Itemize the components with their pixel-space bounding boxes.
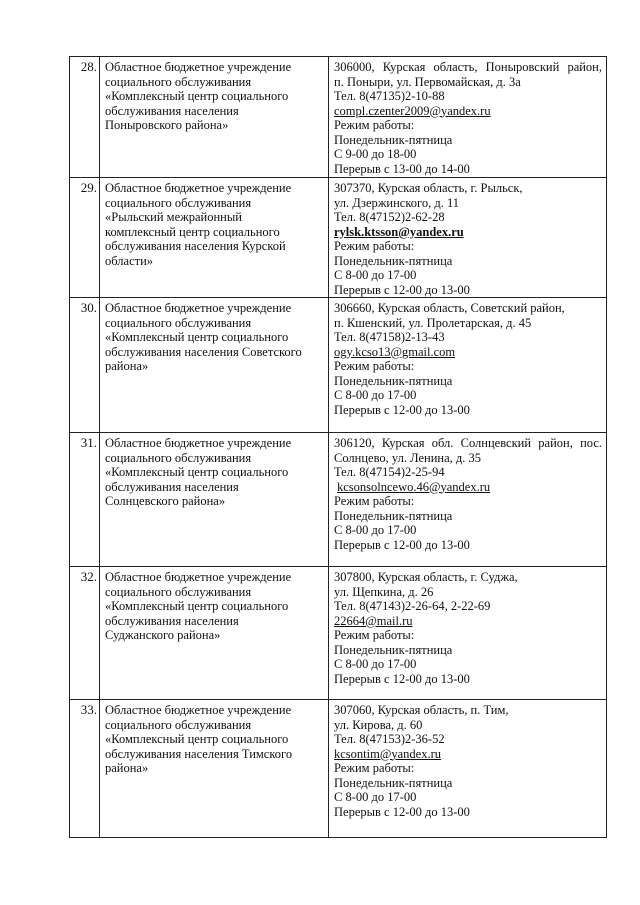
org-line: социального обслуживания bbox=[105, 315, 252, 330]
phone: Тел. 8(47143)2-26-64, 2-22-69 bbox=[334, 599, 491, 613]
org-line: района» bbox=[105, 761, 149, 775]
org-line: Областное бюджетное учреждение bbox=[105, 301, 292, 315]
org-line: обслуживания населения bbox=[105, 479, 239, 494]
organization-name bbox=[100, 298, 329, 433]
break-time: Перерыв с 12-00 до 13-00 bbox=[334, 671, 470, 686]
break-time: Перерыв с 12-00 до 13-00 bbox=[334, 282, 470, 297]
work-mode-label: Режим работы: bbox=[334, 359, 415, 373]
address-line: ул. Кирова, д. 60 bbox=[334, 717, 423, 732]
email-link[interactable]: kcsontim@yandex.ru bbox=[334, 746, 441, 761]
contact-info bbox=[329, 178, 607, 298]
org-line: «Комплексный центр социального bbox=[105, 599, 289, 613]
address-line: п. Поныри, ул. Первомайская, д. 3а bbox=[334, 74, 521, 89]
address-line: 307370, Курская область, г. Рыльск, bbox=[334, 181, 523, 195]
org-line: Областное бюджетное учреждение bbox=[105, 703, 292, 717]
org-line: района» bbox=[105, 359, 149, 373]
work-days: Понедельник-пятница bbox=[334, 642, 453, 657]
org-line: «Комплексный центр социального bbox=[105, 732, 289, 746]
work-mode-label: Режим работы: bbox=[334, 239, 415, 253]
organization-name bbox=[100, 178, 329, 298]
table-row bbox=[70, 433, 607, 567]
contact-info bbox=[329, 433, 607, 567]
row-number: 29. bbox=[70, 178, 100, 298]
work-days: Понедельник-пятница bbox=[334, 132, 453, 147]
org-line: социального обслуживания bbox=[105, 74, 252, 89]
address-line: 307060, Курская область, п. Тим, bbox=[334, 703, 509, 717]
contact-info bbox=[329, 298, 607, 433]
address-line: Солнцево, ул. Ленина, д. 35 bbox=[334, 450, 482, 465]
contact-info bbox=[329, 57, 607, 178]
work-mode-label: Режим работы: bbox=[334, 118, 415, 132]
break-time: Перерыв с 12-00 до 13-00 bbox=[334, 402, 470, 417]
org-line: Областное бюджетное учреждение bbox=[105, 60, 292, 74]
work-hours: С 8-00 до 17-00 bbox=[334, 268, 417, 282]
work-hours: С 8-00 до 17-00 bbox=[334, 790, 417, 804]
work-mode-label: Режим работы: bbox=[334, 761, 415, 775]
phone: Тел. 8(47158)2-13-43 bbox=[334, 330, 445, 344]
org-line: Поныровского района» bbox=[105, 118, 229, 132]
org-line: обслуживания населения bbox=[105, 613, 239, 628]
row-number: 32. bbox=[70, 567, 100, 700]
address-line: 307800, Курская область, г. Суджа, bbox=[334, 570, 518, 584]
org-line: обслуживания населения Курской bbox=[105, 239, 286, 253]
institutions-table bbox=[69, 56, 607, 838]
work-mode-label: Режим работы: bbox=[334, 494, 415, 508]
org-line: Солнцевского района» bbox=[105, 494, 226, 508]
org-line: области» bbox=[105, 253, 154, 268]
address-line: 306660, Курская область, Советский район, bbox=[334, 301, 565, 315]
email-link[interactable]: 22664@mail.ru bbox=[334, 613, 413, 628]
organization-name bbox=[100, 433, 329, 567]
work-hours: С 8-00 до 17-00 bbox=[334, 523, 417, 537]
address-line: 306120, Курская обл. Солнцевский район, пос. bbox=[334, 436, 602, 450]
work-days: Понедельник-пятница bbox=[334, 373, 453, 388]
address-line: п. Кшенский, ул. Пролетарская, д. 45 bbox=[334, 315, 532, 330]
org-line: Суджанского района» bbox=[105, 628, 221, 642]
org-line: обслуживания населения bbox=[105, 103, 239, 118]
phone: Тел. 8(47135)2-10-88 bbox=[334, 89, 445, 103]
work-days: Понедельник-пятница bbox=[334, 508, 453, 523]
work-days: Понедельник-пятница bbox=[334, 775, 453, 790]
break-time: Перерыв с 12-00 до 13-00 bbox=[334, 537, 470, 552]
email-link[interactable]: kcsonsolncewo.46@yandex.ru bbox=[337, 479, 491, 494]
address-line: ул. Щепкина, д. 26 bbox=[334, 584, 434, 599]
contact-info bbox=[329, 700, 607, 838]
table-row bbox=[70, 700, 607, 838]
org-line: «Комплексный центр социального bbox=[105, 89, 289, 103]
row-number: 33. bbox=[70, 700, 100, 838]
email-link[interactable]: ogy.kcso13@gmail.com bbox=[334, 344, 456, 359]
org-line: Областное бюджетное учреждение bbox=[105, 436, 292, 450]
org-line: «Комплексный центр социального bbox=[105, 465, 289, 479]
phone: Тел. 8(47153)2-36-52 bbox=[334, 732, 445, 746]
table-row bbox=[70, 567, 607, 700]
table-row bbox=[70, 298, 607, 433]
organization-name bbox=[100, 700, 329, 838]
contact-info bbox=[329, 567, 607, 700]
email-link[interactable]: compl.czenter2009@yandex.ru bbox=[334, 103, 491, 118]
organization-name bbox=[100, 57, 329, 178]
work-hours: С 8-00 до 17-00 bbox=[334, 388, 417, 402]
break-time: Перерыв с 12-00 до 13-00 bbox=[334, 804, 470, 819]
org-line: «Комплексный центр социального bbox=[105, 330, 289, 344]
table-row bbox=[70, 57, 607, 178]
address-line: 306000, Курская область, Поныровский район, bbox=[334, 60, 602, 74]
work-hours: С 8-00 до 17-00 bbox=[334, 657, 417, 671]
phone: Тел. 8(47154)2-25-94 bbox=[334, 465, 445, 479]
org-line: социального обслуживания bbox=[105, 584, 252, 599]
table-row bbox=[70, 178, 607, 298]
row-number: 30. bbox=[70, 298, 100, 433]
org-line: обслуживания населения Советского bbox=[105, 344, 302, 359]
row-number: 31. bbox=[70, 433, 100, 567]
org-line: социального обслуживания bbox=[105, 195, 252, 210]
email-link[interactable]: rylsk.ktsson@yandex.ru bbox=[334, 224, 464, 239]
organization-name bbox=[100, 567, 329, 700]
org-line: социального обслуживания bbox=[105, 450, 252, 465]
work-days: Понедельник-пятница bbox=[334, 253, 453, 268]
work-hours: С 9-00 до 18-00 bbox=[334, 147, 417, 161]
row-number: 28. bbox=[70, 57, 100, 178]
work-mode-label: Режим работы: bbox=[334, 628, 415, 642]
org-line: Областное бюджетное учреждение bbox=[105, 181, 292, 195]
address-line: ул. Дзержинского, д. 11 bbox=[334, 195, 459, 210]
org-line: обслуживания населения Тимского bbox=[105, 746, 293, 761]
org-line: социального обслуживания bbox=[105, 717, 252, 732]
org-line: комплексный центр социального bbox=[105, 224, 280, 239]
org-line: «Рыльский межрайонный bbox=[105, 210, 242, 224]
phone: Тел. 8(47152)2-62-28 bbox=[334, 210, 445, 224]
org-line: Областное бюджетное учреждение bbox=[105, 570, 292, 584]
break-time: Перерыв с 13-00 до 14-00 bbox=[334, 161, 470, 176]
